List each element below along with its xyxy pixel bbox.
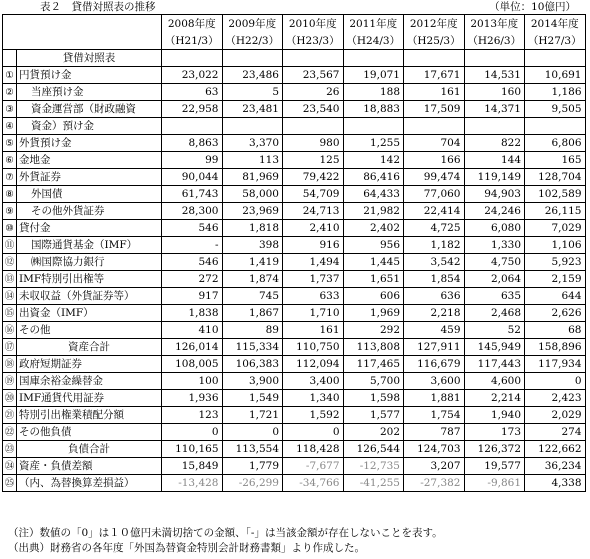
value-cell: 704	[404, 135, 465, 152]
row-item-label: その他	[17, 322, 162, 339]
row-item-label: ㈱国際協力銀行	[17, 254, 162, 271]
header-blank-cell	[3, 15, 162, 50]
table-body	[3, 50, 586, 492]
value-cell: 126,014	[162, 339, 223, 356]
empty-cell	[404, 50, 465, 67]
table-row	[3, 407, 586, 424]
value-cell: 2,423	[525, 390, 586, 407]
value-cell: 28,300	[162, 203, 223, 220]
value-cell: 2,402	[343, 220, 404, 237]
row-item-label: 貸付金	[17, 220, 162, 237]
value-cell: 202	[343, 424, 404, 441]
value-cell: 79,422	[283, 169, 344, 186]
value-cell: 22,414	[404, 203, 465, 220]
section-label-row	[3, 50, 586, 67]
table-row	[3, 67, 586, 84]
table-row	[3, 390, 586, 407]
table-row	[3, 220, 586, 237]
value-cell: 166	[404, 152, 465, 169]
value-cell: 99,474	[404, 169, 465, 186]
value-cell: 274	[525, 424, 586, 441]
value-cell	[162, 118, 223, 135]
value-cell: 633	[283, 288, 344, 305]
row-item-label: 外貨証券	[17, 169, 162, 186]
value-cell: 1,710	[283, 305, 344, 322]
value-cell: 26	[283, 84, 344, 101]
value-cell: 2,626	[525, 305, 586, 322]
value-cell	[404, 118, 465, 135]
value-cell: 14,371	[464, 101, 525, 118]
row-number: ⑪	[3, 237, 17, 254]
table-row	[3, 186, 586, 203]
value-cell: 14,531	[464, 67, 525, 84]
header-era: （H21/3）	[162, 32, 223, 50]
value-cell: 1,838	[162, 305, 223, 322]
value-cell: 110,165	[162, 441, 223, 458]
value-cell: 4,600	[464, 373, 525, 390]
value-cell: 956	[343, 237, 404, 254]
table-row	[3, 288, 586, 305]
row-item-label: IMF特別引出権等	[17, 271, 162, 288]
value-cell: 124,703	[404, 441, 465, 458]
row-item-label: 資産・負債差額	[17, 458, 162, 475]
value-cell	[283, 118, 344, 135]
value-cell: 106,383	[222, 356, 283, 373]
value-cell: -9,861	[464, 475, 525, 492]
row-number: ⑮	[3, 305, 17, 322]
value-cell: 24,713	[283, 203, 344, 220]
table-row	[3, 373, 586, 390]
table-row	[3, 135, 586, 152]
value-cell: 15,849	[162, 458, 223, 475]
value-cell	[525, 118, 586, 135]
value-cell: 17,509	[404, 101, 465, 118]
value-cell: 22,958	[162, 101, 223, 118]
value-cell: -7,677	[283, 458, 344, 475]
value-cell: 0	[525, 373, 586, 390]
value-cell: 115,334	[222, 339, 283, 356]
row-item-label: 外国債	[17, 186, 162, 203]
value-cell: 0	[162, 424, 223, 441]
table-row	[3, 305, 586, 322]
row-item-label: （内、為替換算差損益）	[17, 475, 162, 492]
value-cell: 3,207	[404, 458, 465, 475]
value-cell: -12,735	[343, 458, 404, 475]
header-year: 2014年度	[525, 15, 586, 33]
header-era: （H25/3）	[404, 32, 465, 50]
value-cell: 822	[464, 135, 525, 152]
row-item-label: 金地金	[17, 152, 162, 169]
value-cell: 17,671	[404, 67, 465, 84]
value-cell: 117,465	[343, 356, 404, 373]
value-cell	[343, 118, 404, 135]
empty-cell	[283, 50, 344, 67]
value-cell: 606	[343, 288, 404, 305]
value-cell: 745	[222, 288, 283, 305]
row-item-label: 負債合計	[17, 441, 162, 458]
value-cell: 546	[162, 254, 223, 271]
value-cell: 1,874	[222, 271, 283, 288]
row-number: ②	[3, 84, 17, 101]
value-cell: 1,494	[283, 254, 344, 271]
value-cell: 160	[464, 84, 525, 101]
value-cell: 7,029	[525, 220, 586, 237]
value-cell: 94,903	[464, 186, 525, 203]
value-cell: -	[162, 237, 223, 254]
row-item-label: 未収収益（外貨証券等）	[17, 288, 162, 305]
row-number: ⑭	[3, 288, 17, 305]
value-cell: 161	[404, 84, 465, 101]
value-cell: 5,700	[343, 373, 404, 390]
value-cell: 3,542	[404, 254, 465, 271]
value-cell: -26,299	[222, 475, 283, 492]
value-cell: 18,883	[343, 101, 404, 118]
empty-cell	[222, 50, 283, 67]
value-cell: 1,936	[162, 390, 223, 407]
row-number: ⑥	[3, 152, 17, 169]
row-number: ⑯	[3, 322, 17, 339]
value-cell: 113,554	[222, 441, 283, 458]
value-cell: 81,969	[222, 169, 283, 186]
row-item-label: 資金運営部（財政融資	[17, 101, 162, 118]
header-year: 2008年度	[162, 15, 223, 33]
value-cell: 125	[283, 152, 344, 169]
value-cell: 24,246	[464, 203, 525, 220]
source-line: （出典）財務省の各年度「外国為替資金特別会計財務書類」より作成した。	[8, 542, 365, 554]
value-cell: 1,779	[222, 458, 283, 475]
section-label: 貸借対照表	[17, 50, 162, 67]
header-era: （H26/3）	[464, 32, 525, 50]
value-cell: 142	[343, 152, 404, 169]
value-cell: 61,743	[162, 186, 223, 203]
header-year: 2013年度	[464, 15, 525, 33]
value-cell: 636	[404, 288, 465, 305]
value-cell: 23,481	[222, 101, 283, 118]
value-cell: 410	[162, 322, 223, 339]
section-no-cell	[3, 50, 17, 67]
value-cell: 6,080	[464, 220, 525, 237]
row-item-label: 国庫余裕金繰替金	[17, 373, 162, 390]
value-cell: 4,725	[404, 220, 465, 237]
value-cell: 110,750	[283, 339, 344, 356]
value-cell: 21,982	[343, 203, 404, 220]
value-cell: 126,372	[464, 441, 525, 458]
table-row	[3, 84, 586, 101]
table-row	[3, 322, 586, 339]
value-cell: 100	[162, 373, 223, 390]
value-cell: 89	[222, 322, 283, 339]
value-cell: 36,234	[525, 458, 586, 475]
value-cell: 128,704	[525, 169, 586, 186]
value-cell: 917	[162, 288, 223, 305]
row-number: ㉕	[3, 475, 17, 492]
value-cell: -27,382	[404, 475, 465, 492]
value-cell: 119,149	[464, 169, 525, 186]
value-cell: 23,022	[162, 67, 223, 84]
value-cell: 99	[162, 152, 223, 169]
value-cell: 3,370	[222, 135, 283, 152]
value-cell	[222, 118, 283, 135]
value-cell: 1,592	[283, 407, 344, 424]
row-item-label: IMF通貨代用証券	[17, 390, 162, 407]
value-cell: 1,340	[283, 390, 344, 407]
value-cell: 113	[222, 152, 283, 169]
value-cell: 52	[464, 322, 525, 339]
table-caption	[0, 0, 590, 14]
value-cell: 19,577	[464, 458, 525, 475]
value-cell: 54,709	[283, 186, 344, 203]
empty-cell	[464, 50, 525, 67]
table-row	[3, 237, 586, 254]
unit-label: （単位：10億円）	[489, 1, 576, 13]
value-cell: 0	[283, 424, 344, 441]
row-item-label: 出資金（IMF）	[17, 305, 162, 322]
value-cell: 26,115	[525, 203, 586, 220]
value-cell: 126,544	[343, 441, 404, 458]
header-era: （H24/3）	[343, 32, 404, 50]
value-cell: 158,896	[525, 339, 586, 356]
value-cell: 2,214	[464, 390, 525, 407]
value-cell: 68	[525, 322, 586, 339]
value-cell: 58,000	[222, 186, 283, 203]
table-row	[3, 169, 586, 186]
value-cell: -41,255	[343, 475, 404, 492]
footnotes	[8, 526, 443, 556]
table-row	[3, 424, 586, 441]
value-cell: 2,159	[525, 271, 586, 288]
value-cell: -34,766	[283, 475, 344, 492]
row-number: ⑤	[3, 135, 17, 152]
value-cell: 144	[464, 152, 525, 169]
row-number: ⑨	[3, 203, 17, 220]
row-item-label: その他負債	[17, 424, 162, 441]
header-row-years	[3, 15, 586, 33]
row-item-label: その他外貨証券	[17, 203, 162, 220]
value-cell: 188	[343, 84, 404, 101]
row-number: ㉒	[3, 424, 17, 441]
empty-cell	[343, 50, 404, 67]
value-cell: 108,005	[162, 356, 223, 373]
value-cell: 122,662	[525, 441, 586, 458]
row-number: ⑩	[3, 220, 17, 237]
value-cell: 161	[283, 322, 344, 339]
value-cell: 2,064	[464, 271, 525, 288]
value-cell: 1,651	[343, 271, 404, 288]
value-cell: 1,445	[343, 254, 404, 271]
row-number: ⑫	[3, 254, 17, 271]
value-cell: 1,867	[222, 305, 283, 322]
row-number: ⑰	[3, 339, 17, 356]
value-cell: 1,330	[464, 237, 525, 254]
value-cell: 102,589	[525, 186, 586, 203]
header-year: 2012年度	[404, 15, 465, 33]
value-cell: 4,750	[464, 254, 525, 271]
row-item-label: 国際通貨基金（IMF）	[17, 237, 162, 254]
value-cell: 1,549	[222, 390, 283, 407]
row-number: ⑧	[3, 186, 17, 203]
value-cell: 1,186	[525, 84, 586, 101]
table-row	[3, 356, 586, 373]
header-era: （H23/3）	[283, 32, 344, 50]
value-cell: -13,428	[162, 475, 223, 492]
empty-cell	[525, 50, 586, 67]
value-cell: 86,416	[343, 169, 404, 186]
row-item-label: 外貨預け金	[17, 135, 162, 152]
value-cell: 173	[464, 424, 525, 441]
value-cell: 292	[343, 322, 404, 339]
value-cell: 2,410	[283, 220, 344, 237]
table-row	[3, 254, 586, 271]
value-cell: 10,691	[525, 67, 586, 84]
value-cell: 1,106	[525, 237, 586, 254]
value-cell: 2,218	[404, 305, 465, 322]
value-cell: 459	[404, 322, 465, 339]
value-cell	[464, 118, 525, 135]
value-cell: 23,486	[222, 67, 283, 84]
value-cell: 127,911	[404, 339, 465, 356]
value-cell: 5,923	[525, 254, 586, 271]
value-cell: 272	[162, 271, 223, 288]
value-cell: 3,900	[222, 373, 283, 390]
value-cell: 916	[283, 237, 344, 254]
header-era: （H22/3）	[222, 32, 283, 50]
value-cell: 1,881	[404, 390, 465, 407]
value-cell: 6,806	[525, 135, 586, 152]
value-cell: 113,808	[343, 339, 404, 356]
table-row	[3, 203, 586, 220]
value-cell: 1,754	[404, 407, 465, 424]
row-item-label: 当座預け金	[17, 84, 162, 101]
value-cell: 3,400	[283, 373, 344, 390]
value-cell: 1,255	[343, 135, 404, 152]
table-row	[3, 458, 586, 475]
row-number: ㉔	[3, 458, 17, 475]
value-cell: 19,071	[343, 67, 404, 84]
table-row	[3, 101, 586, 118]
value-cell: 117,443	[464, 356, 525, 373]
value-cell: 1,721	[222, 407, 283, 424]
value-cell: 1,737	[283, 271, 344, 288]
value-cell: 398	[222, 237, 283, 254]
value-cell: 1,854	[404, 271, 465, 288]
row-number: ⑦	[3, 169, 17, 186]
value-cell: 117,934	[525, 356, 586, 373]
table-row	[3, 118, 586, 135]
value-cell: 1,577	[343, 407, 404, 424]
value-cell: 165	[525, 152, 586, 169]
value-cell: 4,338	[525, 475, 586, 492]
value-cell: 118,428	[283, 441, 344, 458]
header-year: 2010年度	[283, 15, 344, 33]
value-cell: 2,468	[464, 305, 525, 322]
row-number: ④	[3, 118, 17, 135]
value-cell: 644	[525, 288, 586, 305]
value-cell: 5	[222, 84, 283, 101]
header-year: 2009年度	[222, 15, 283, 33]
value-cell: 2,029	[525, 407, 586, 424]
value-cell: 23,567	[283, 67, 344, 84]
value-cell: 546	[162, 220, 223, 237]
table-row	[3, 475, 586, 492]
value-cell: 635	[464, 288, 525, 305]
table-row	[3, 339, 586, 356]
row-number: ㉓	[3, 441, 17, 458]
row-item-label: 資金）預け金	[17, 118, 162, 135]
row-item-label: 特別引出権業積配分額	[17, 407, 162, 424]
row-number: ⑲	[3, 373, 17, 390]
value-cell: 77,060	[404, 186, 465, 203]
row-item-label: 政府短期証券	[17, 356, 162, 373]
row-number: ⑬	[3, 271, 17, 288]
value-cell: 63	[162, 84, 223, 101]
table-row	[3, 271, 586, 288]
value-cell: 23,540	[283, 101, 344, 118]
table-row	[3, 152, 586, 169]
balance-sheet-table	[2, 14, 586, 492]
value-cell: 112,094	[283, 356, 344, 373]
row-number: ㉑	[3, 407, 17, 424]
row-number: ③	[3, 101, 17, 118]
value-cell: 9,505	[525, 101, 586, 118]
row-item-label: 資産合計	[17, 339, 162, 356]
value-cell: 1,598	[343, 390, 404, 407]
value-cell: 1,419	[222, 254, 283, 271]
table-row	[3, 441, 586, 458]
value-cell: 1,969	[343, 305, 404, 322]
note-line: （注）数値の「0」は１０億円未満切捨ての金額、「-」は当該金額が存在しないことを表す。	[8, 527, 443, 539]
value-cell: 64,433	[343, 186, 404, 203]
value-cell: 123	[162, 407, 223, 424]
value-cell: 145,949	[464, 339, 525, 356]
value-cell: 787	[404, 424, 465, 441]
row-number: ①	[3, 67, 17, 84]
value-cell: 1,940	[464, 407, 525, 424]
value-cell: 0	[222, 424, 283, 441]
value-cell: 23,969	[222, 203, 283, 220]
empty-cell	[162, 50, 223, 67]
value-cell: 980	[283, 135, 344, 152]
value-cell: 8,863	[162, 135, 223, 152]
value-cell: 1,182	[404, 237, 465, 254]
value-cell: 90,044	[162, 169, 223, 186]
row-number: ⑱	[3, 356, 17, 373]
header-year: 2011年度	[343, 15, 404, 33]
row-number: ⑳	[3, 390, 17, 407]
value-cell: 1,818	[222, 220, 283, 237]
table-title: 表２ 貸借対照表の推移	[40, 1, 156, 13]
value-cell: 3,600	[404, 373, 465, 390]
header-era: （H27/3）	[525, 32, 586, 50]
row-item-label: 円貨預け金	[17, 67, 162, 84]
value-cell: 116,679	[404, 356, 465, 373]
